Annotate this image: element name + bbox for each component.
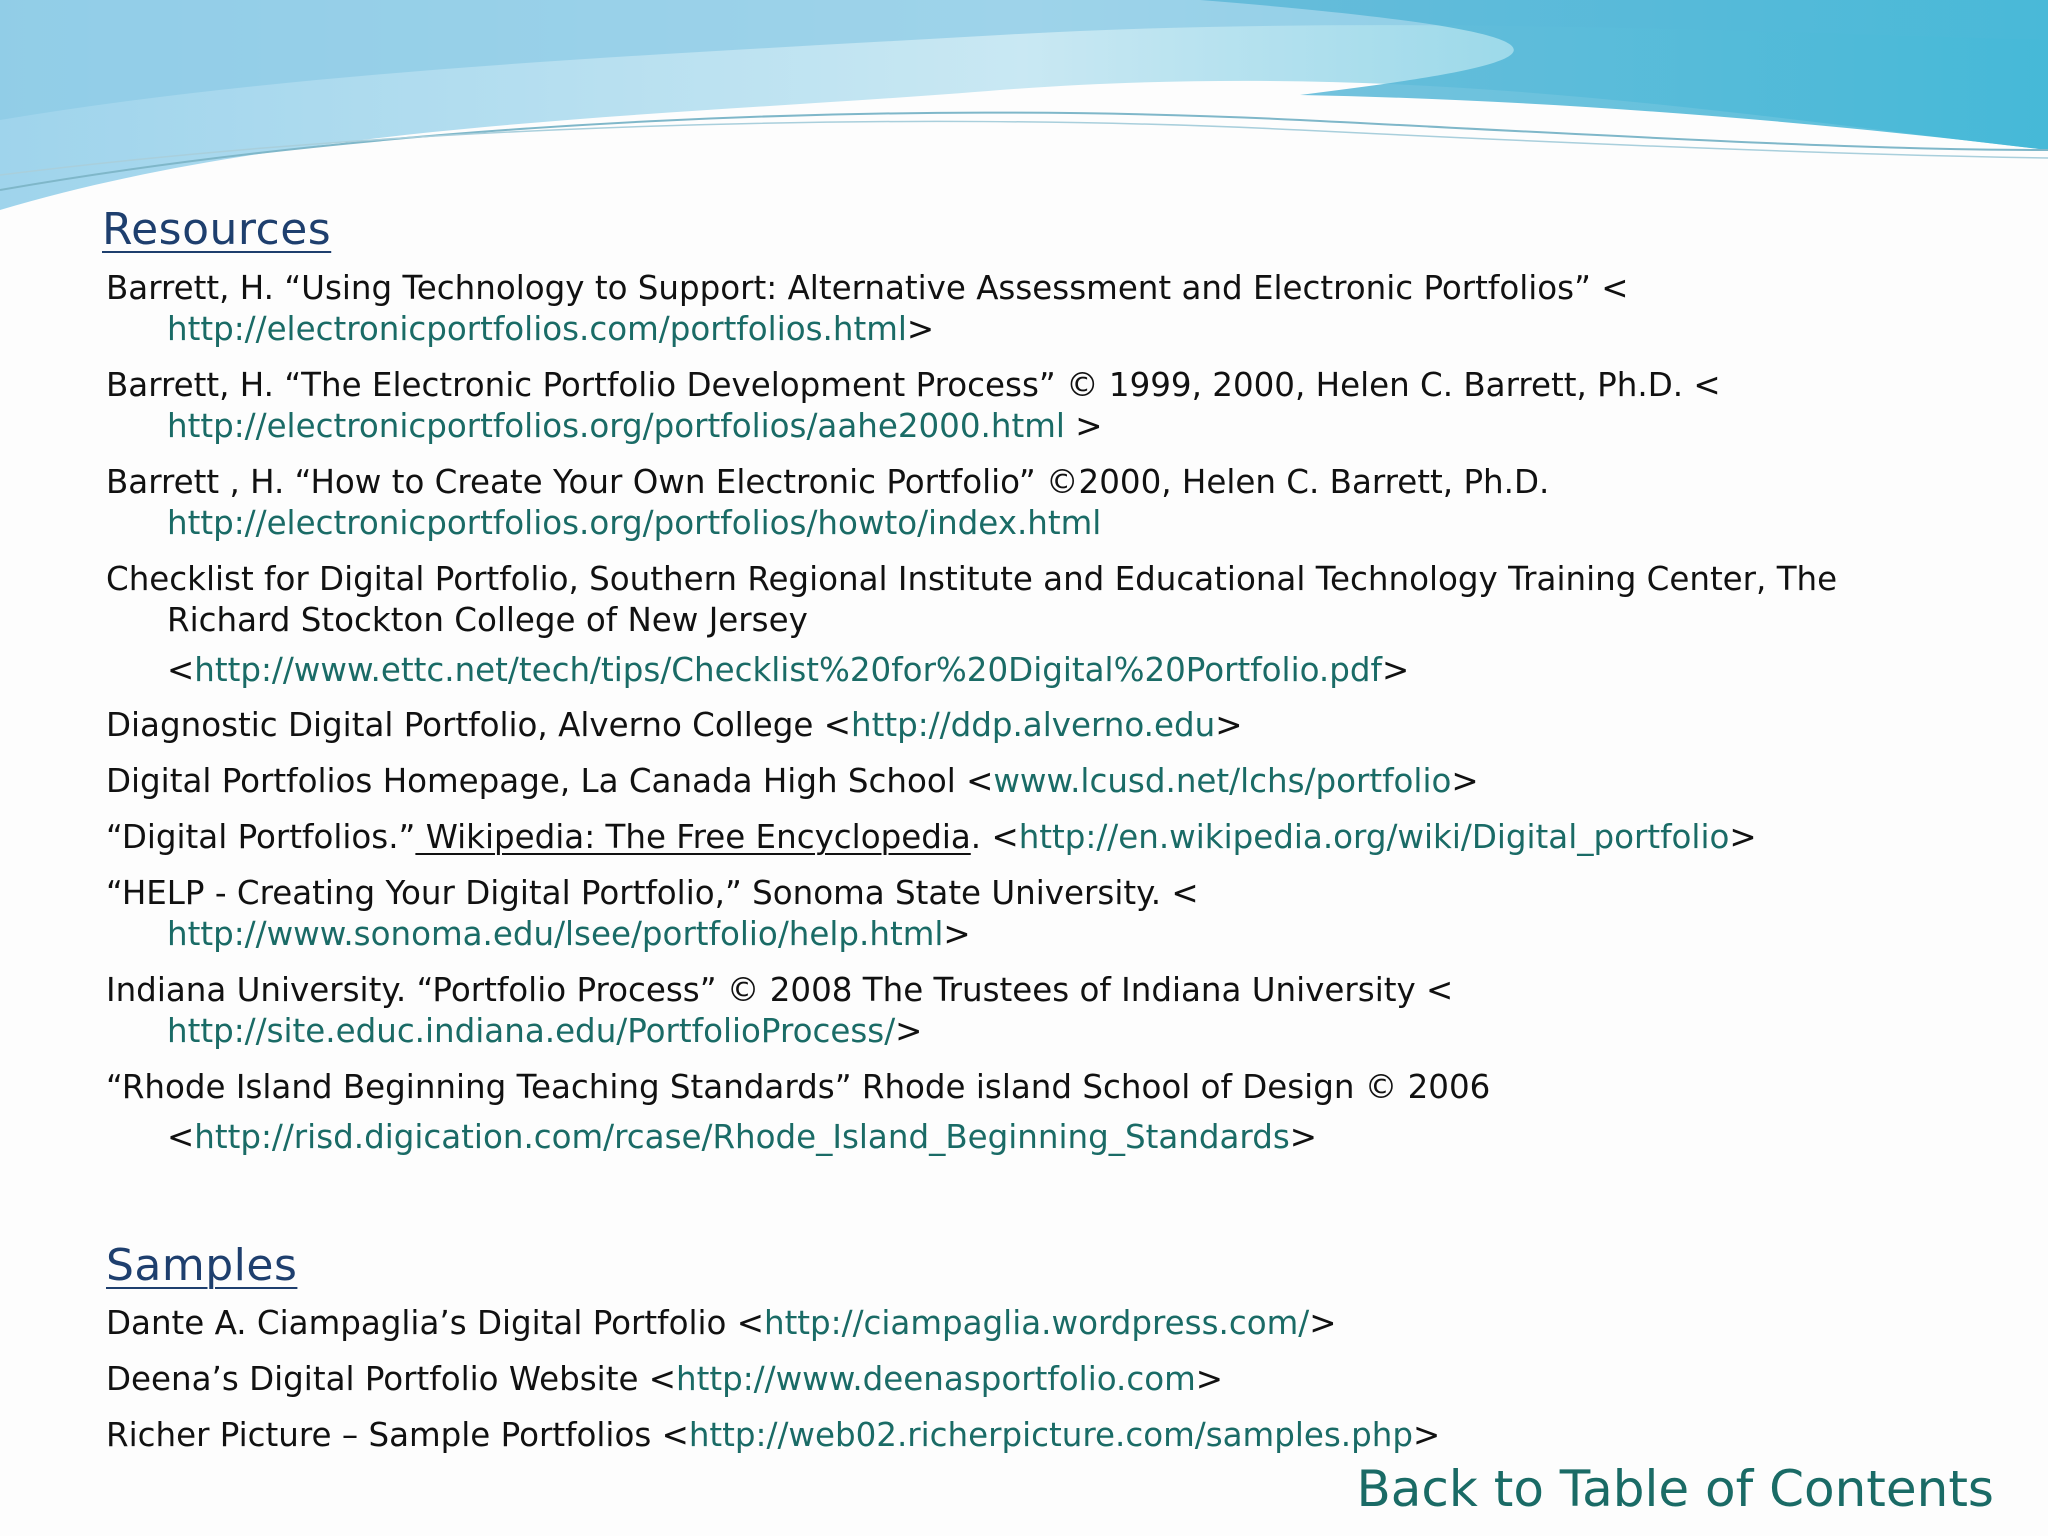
resource-entry-1: Barrett, H. “Using Technology to Support: Alternative Assessment and Electronic Portfolios” < http://electronicportfolios.com/portfolios.html> <box>106 269 1629 348</box>
back-to-toc-link[interactable]: Back to Table of Contents <box>1356 1460 1994 1518</box>
resource-link-1[interactable]: http://electronicportfolios.com/portfolios.html <box>167 310 907 348</box>
resource-link-10[interactable]: http://risd.digication.com/rcase/Rhode_Island_Beginning_Standards <box>194 1118 1290 1156</box>
sample-entry-3: Richer Picture – Sample Portfolios <http://web02.richerpicture.com/samples.php> <box>106 1416 1441 1454</box>
sample-entry-2: Deena’s Digital Portfolio Website <http://www.deenasportfolio.com> <box>106 1360 1224 1398</box>
resource-entry-3: Barrett , H. “How to Create Your Own Electronic Portfolio” ©2000, Helen C. Barrett, Ph.D. http://electronicportfolios.org/portfolios/howto/index.html <box>106 463 1550 542</box>
samples-heading: Samples <box>106 1240 298 1291</box>
resource-entry-9: Indiana University. “Portfolio Process” © 2008 The Trustees of Indiana University < http://site.educ.indiana.edu/PortfolioProcess/> <box>106 971 1454 1050</box>
sample-link-3[interactable]: http://web02.richerpicture.com/samples.php <box>688 1416 1413 1454</box>
resource-entry-5: Diagnostic Digital Portfolio, Alverno College <http://ddp.alverno.edu> <box>106 706 1243 744</box>
resource-link-3[interactable]: http://electronicportfolios.org/portfolios/howto/index.html <box>167 504 1102 542</box>
resource-entry-7: “Digital Portfolios.” Wikipedia: The Free Encyclopedia. <http://en.wikipedia.org/wiki/Digital_portfolio> <box>106 818 1757 856</box>
sample-link-1[interactable]: http://ciampaglia.wordpress.com/ <box>763 1304 1310 1342</box>
resource-link-7[interactable]: http://en.wikipedia.org/wiki/Digital_portfolio <box>1018 818 1730 856</box>
resource-link-2[interactable]: http://electronicportfolios.org/portfolios/aahe2000.html <box>167 407 1065 445</box>
resource-link-6[interactable]: www.lcusd.net/lchs/portfolio <box>993 762 1452 800</box>
sample-link-2[interactable]: http://www.deenasportfolio.com <box>676 1360 1196 1398</box>
resource-entry-10: “Rhode Island Beginning Teaching Standards” Rhode island School of Design © 2006 <http://risd.digication.com/rcase/Rhode_Island_Beginning_Standards> <box>106 1068 1491 1156</box>
resource-link-9[interactable]: http://site.educ.indiana.edu/PortfolioProcess/ <box>167 1012 896 1050</box>
resources-heading: Resources <box>102 204 332 255</box>
resource-entry-4: Checklist for Digital Portfolio, Southern Regional Institute and Educational Technology Training Center, The Richard Stockton College of New Jersey <http://www.ettc.net/tech/tips/Checklist%20for%20Digital%20Portfolio.pdf> <box>106 560 1838 689</box>
resource-link-5[interactable]: http://ddp.alverno.edu <box>851 706 1216 744</box>
resource-entry-8: “HELP - Creating Your Digital Portfolio,” Sonoma State University. < http://www.sonoma.edu/lsee/portfolio/help.html> <box>106 874 1199 953</box>
resource-entry-6: Digital Portfolios Homepage, La Canada High School <www.lcusd.net/lchs/portfolio> <box>106 762 1479 800</box>
resource-entry-2: Barrett, H. “The Electronic Portfolio Development Process” © 1999, 2000, Helen C. Barrett, Ph.D. < http://electronicportfolios.org/portfolios/aahe2000.html > <box>106 366 1721 445</box>
sample-entry-1: Dante A. Ciampaglia’s Digital Portfolio <http://ciampaglia.wordpress.com/> <box>106 1304 1337 1342</box>
resource-link-4[interactable]: http://www.ettc.net/tech/tips/Checklist%20for%20Digital%20Portfolio.pdf <box>194 651 1382 689</box>
resource-link-8[interactable]: http://www.sonoma.edu/lsee/portfolio/help.html <box>167 915 944 953</box>
